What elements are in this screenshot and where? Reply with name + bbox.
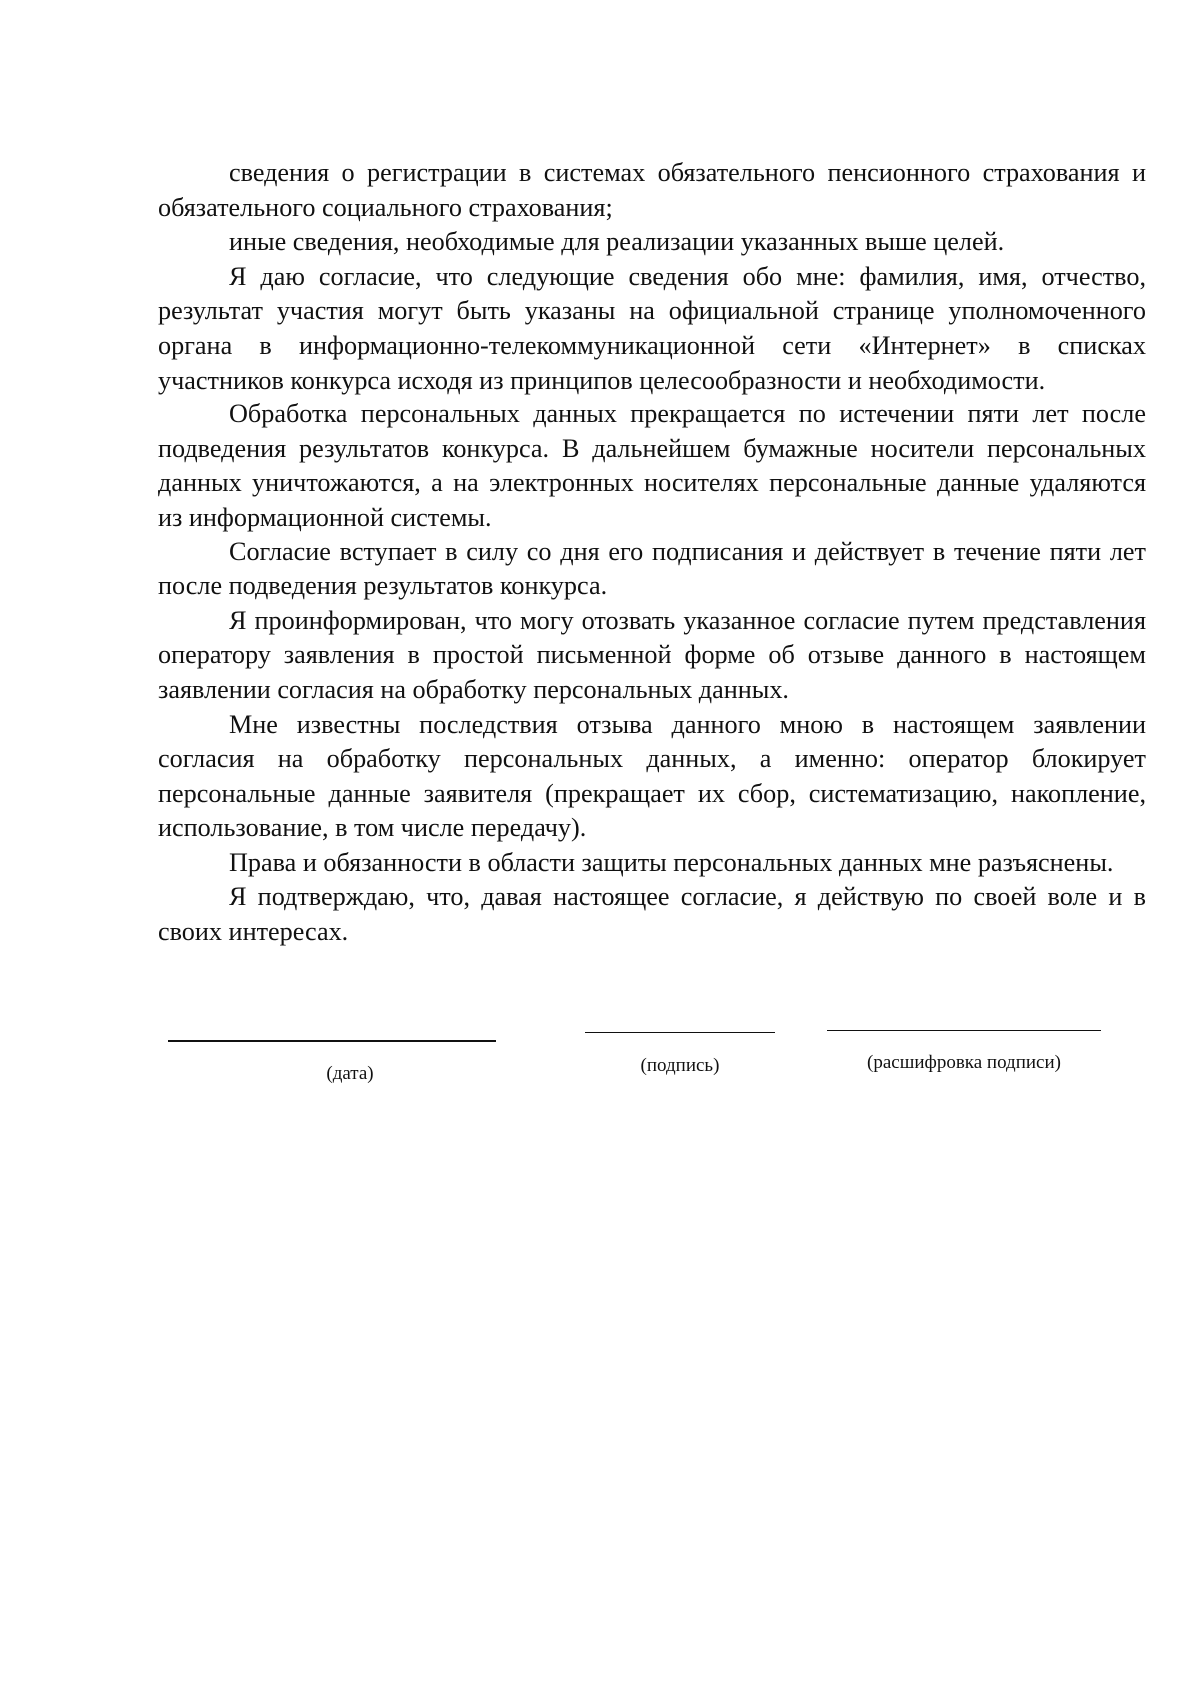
- signature-line: [585, 1032, 775, 1033]
- paragraph-rights-explained: Права и обязанности в области защиты персональных данных мне разъяснены.: [229, 847, 1114, 877]
- paragraph-free-will: Я подтверждаю, что, давая настоящее согласие, я действую по своей воле и в своих интересах.: [158, 882, 1146, 947]
- date-line: [168, 1040, 496, 1042]
- signature-decode-caption: (расшифровка подписи): [867, 1052, 1061, 1073]
- date-caption: (дата): [326, 1063, 374, 1084]
- signature-decode-line: [827, 1030, 1101, 1031]
- paragraph-registration-info: сведения о регистрации в системах обязательного пенсионного страхования и обязательного социального страхования;: [158, 158, 1146, 222]
- paragraph-consent-validity: Согласие вступает в силу со дня его подписания и действует в течение пяти лет после подведения результатов конкурса.: [158, 536, 1146, 601]
- paragraph-processing-termination: Обработка персональных данных прекращается по истечении пяти лет после подведения результатов конкурса. В дальнейшем бумажные носители персональных данных уничтожаются, а на электронных носителях персональные данные удаляются из информационной системы.: [158, 399, 1146, 532]
- consent-body: [158, 156, 1146, 950]
- paragraph-withdrawal-consequences: Мне известны последствия отзыва данного мною в настоящем заявлении согласия на обработку персональных данных, а именно: оператор блокирует персональные данные заявителя (прекращает их сбор, систематизацию, накопление, использование, в том числе передачу).: [158, 709, 1146, 843]
- paragraph-withdrawal-right: Я проинформирован, что могу отозвать указанное согласие путем представления оператору заявления в простой письменной форме об отзыве данного в настоящем заявлении согласия на обработку персональных данных.: [158, 605, 1146, 704]
- paragraph-other-info: иные сведения, необходимые для реализации указанных выше целей.: [229, 227, 1005, 257]
- signature-caption: (подпись): [640, 1055, 720, 1076]
- paragraph-publication-consent: Я даю согласие, что следующие сведения обо мне: фамилия, имя, отчество, результат участия могут быть указаны на официальной странице уполномоченного органа в информационно-телекоммуникационной сети «Интернет» в списках участников конкурса исходя из принципов целесообразности и необходимости.: [158, 261, 1146, 395]
